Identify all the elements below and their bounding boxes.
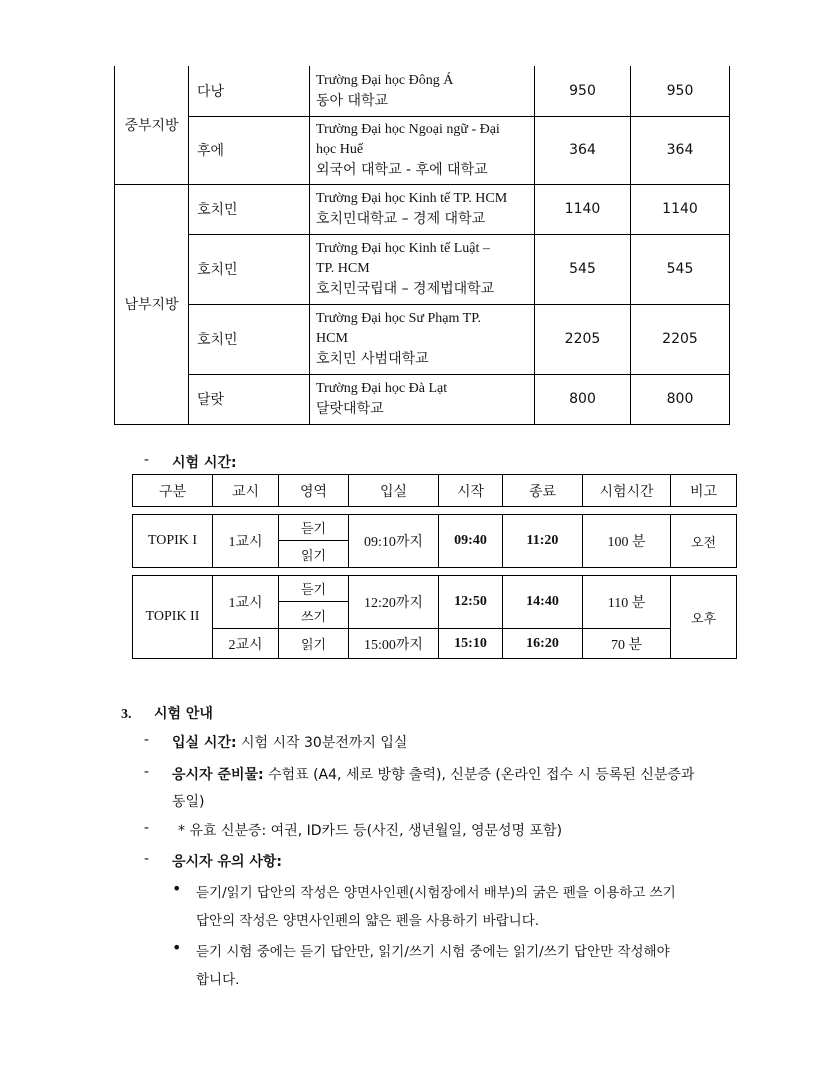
table-row bbox=[133, 576, 737, 602]
university-cell bbox=[310, 304, 535, 374]
table-row bbox=[115, 234, 730, 304]
university-cell bbox=[310, 116, 535, 184]
duration-cell: 110 분 bbox=[583, 576, 671, 629]
dash-marker: - bbox=[144, 851, 150, 867]
exam-time-heading bbox=[144, 452, 237, 472]
item-label: 응시자 유의 사항: bbox=[172, 854, 283, 870]
table-row bbox=[115, 116, 730, 184]
university-kr-name: 호치민 사범대학교 bbox=[316, 351, 429, 367]
list-item bbox=[144, 851, 282, 871]
start-cell: 15:10 bbox=[439, 629, 503, 659]
area-cell: 읽기 bbox=[279, 629, 349, 659]
column-header: 입실 bbox=[349, 475, 439, 507]
period-cell: 1교시 bbox=[213, 515, 279, 568]
section-title: 시험 안내 bbox=[153, 706, 213, 722]
column-header: 시작 bbox=[439, 475, 503, 507]
table-row bbox=[133, 629, 737, 659]
dash-marker: - bbox=[144, 732, 150, 748]
exam-schedule-table bbox=[132, 474, 737, 659]
note-cell: 오전 bbox=[671, 515, 737, 568]
note-cell: 오후 bbox=[671, 576, 737, 659]
column-header: 시험시간 bbox=[583, 475, 671, 507]
dash-marker: - bbox=[144, 820, 150, 836]
item-text: 시험 시작 30분전까지 입실 bbox=[236, 735, 408, 751]
university-kr-name: 외국어 대학교 - 후에 대학교 bbox=[316, 162, 488, 178]
area-cell: 듣기 bbox=[279, 515, 349, 541]
university-vn-name: Trường Đại học Kinh tế TP. HCM bbox=[316, 191, 508, 206]
bullet-text-line: 답안의 작성은 양면사인펜의 얇은 펜을 사용하기 바랍니다. bbox=[196, 913, 540, 929]
gap-cell bbox=[133, 507, 737, 515]
university-cell bbox=[310, 234, 535, 304]
list-item bbox=[144, 820, 562, 840]
end-cell: 11:20 bbox=[503, 515, 583, 568]
level-cell: TOPIK I bbox=[133, 515, 213, 568]
count-cell: 800 bbox=[535, 374, 631, 424]
bullet-icon: • bbox=[172, 879, 182, 898]
university-vn-name: Trường Đại học Đà Lạt bbox=[316, 381, 448, 396]
bullet-text-line: 듣기/읽기 답안의 작성은 양면사인펜(시험장에서 배부)의 굵은 펜을 이용하고 쓰기 bbox=[196, 885, 676, 901]
table-row bbox=[133, 515, 737, 541]
item-text: * 유효 신분증: 여권, ID카드 등(사진, 생년월일, 영문성명 포함) bbox=[178, 823, 563, 839]
university-kr-name: 동아 대학교 bbox=[316, 92, 389, 109]
university-vn-name: Trường Đại học Đông Á bbox=[316, 72, 454, 88]
university-cell bbox=[310, 374, 535, 424]
count-cell: 950 bbox=[631, 66, 730, 116]
count-cell: 364 bbox=[631, 116, 730, 184]
area-cell: 듣기 bbox=[279, 576, 349, 602]
column-header: 영역 bbox=[279, 475, 349, 507]
end-cell: 14:40 bbox=[503, 576, 583, 629]
section-number: 3. bbox=[121, 707, 132, 722]
period-cell: 1교시 bbox=[213, 576, 279, 629]
count-cell: 545 bbox=[631, 234, 730, 304]
university-vn-name: Trường Đại học Ngoại ngữ - Đại bbox=[316, 122, 500, 137]
count-cell: 2205 bbox=[631, 304, 730, 374]
dash-marker: - bbox=[144, 764, 150, 780]
university-kr-name: 달랏대학교 bbox=[316, 401, 384, 417]
period-cell: 2교시 bbox=[213, 629, 279, 659]
count-cell: 950 bbox=[535, 66, 631, 116]
count-cell: 545 bbox=[535, 234, 631, 304]
dash-marker: - bbox=[144, 452, 150, 468]
table-row bbox=[115, 184, 730, 234]
duration-cell: 70 분 bbox=[583, 629, 671, 659]
bullet-icon: • bbox=[172, 938, 182, 957]
area-cell: 쓰기 bbox=[279, 602, 349, 629]
city-cell: 다낭 bbox=[189, 66, 310, 116]
item-label: 입실 시간: bbox=[172, 735, 237, 751]
column-header: 교시 bbox=[213, 475, 279, 507]
section-3-heading bbox=[121, 703, 213, 723]
university-vn-name: TP. HCM bbox=[316, 261, 370, 276]
duration-cell: 100 분 bbox=[583, 515, 671, 568]
item-continuation: 동일) bbox=[172, 794, 205, 810]
count-cell: 800 bbox=[631, 374, 730, 424]
start-cell: 09:40 bbox=[439, 515, 503, 568]
table-gap-row bbox=[133, 507, 737, 515]
count-cell: 1140 bbox=[631, 184, 730, 234]
university-vn-name: Trường Đại học Sư Phạm TP. bbox=[316, 311, 481, 326]
count-cell: 364 bbox=[535, 116, 631, 184]
table-row bbox=[115, 66, 730, 116]
table-row bbox=[115, 304, 730, 374]
area-cell: 읽기 bbox=[279, 541, 349, 568]
city-cell: 후에 bbox=[189, 116, 310, 184]
list-item bbox=[144, 732, 407, 752]
column-header: 비고 bbox=[671, 475, 737, 507]
count-cell: 2205 bbox=[535, 304, 631, 374]
city-cell: 호치민 bbox=[189, 234, 310, 304]
bullet-text-line: 합니다. bbox=[196, 972, 240, 988]
exam-time-label: 시험 시간: bbox=[172, 455, 237, 471]
bullet-text-line: 듣기 시험 중에는 듣기 답안만, 읽기/쓰기 시험 중에는 읽기/쓰기 답안만 작성해야 bbox=[196, 944, 670, 960]
university-vn-name: học Huế bbox=[316, 142, 364, 157]
university-kr-name: 호치민국립대 – 경제법대학교 bbox=[316, 281, 495, 297]
university-cell bbox=[310, 184, 535, 234]
university-kr-name: 호치민대학교 – 경제 대학교 bbox=[316, 211, 486, 227]
start-cell: 12:50 bbox=[439, 576, 503, 629]
column-header: 구분 bbox=[133, 475, 213, 507]
exam-site-table bbox=[114, 66, 730, 425]
column-header: 종료 bbox=[503, 475, 583, 507]
university-cell bbox=[310, 66, 535, 116]
region-cell: 남부지방 bbox=[115, 184, 189, 424]
gap-cell bbox=[133, 568, 737, 576]
level-cell: TOPIK II bbox=[133, 576, 213, 659]
end-cell: 16:20 bbox=[503, 629, 583, 659]
table-row bbox=[115, 374, 730, 424]
count-cell: 1140 bbox=[535, 184, 631, 234]
city-cell: 호치민 bbox=[189, 304, 310, 374]
entry-cell: 12:20까지 bbox=[349, 576, 439, 629]
university-vn-name: Trường Đại học Kinh tế Luật – bbox=[316, 241, 490, 256]
table-header-row bbox=[133, 475, 737, 507]
city-cell: 호치민 bbox=[189, 184, 310, 234]
entry-cell: 15:00까지 bbox=[349, 629, 439, 659]
university-vn-name: HCM bbox=[316, 331, 348, 346]
item-text: 수험표 (A4, 세로 방향 출력), 신분증 (온라인 접수 시 등록된 신분증과 bbox=[263, 767, 695, 783]
region-cell: 중부지방 bbox=[115, 66, 189, 184]
city-cell: 달랏 bbox=[189, 374, 310, 424]
table-gap-row bbox=[133, 568, 737, 576]
item-label: 응시자 준비물: bbox=[172, 767, 264, 783]
entry-cell: 09:10까지 bbox=[349, 515, 439, 568]
list-item bbox=[144, 764, 694, 784]
